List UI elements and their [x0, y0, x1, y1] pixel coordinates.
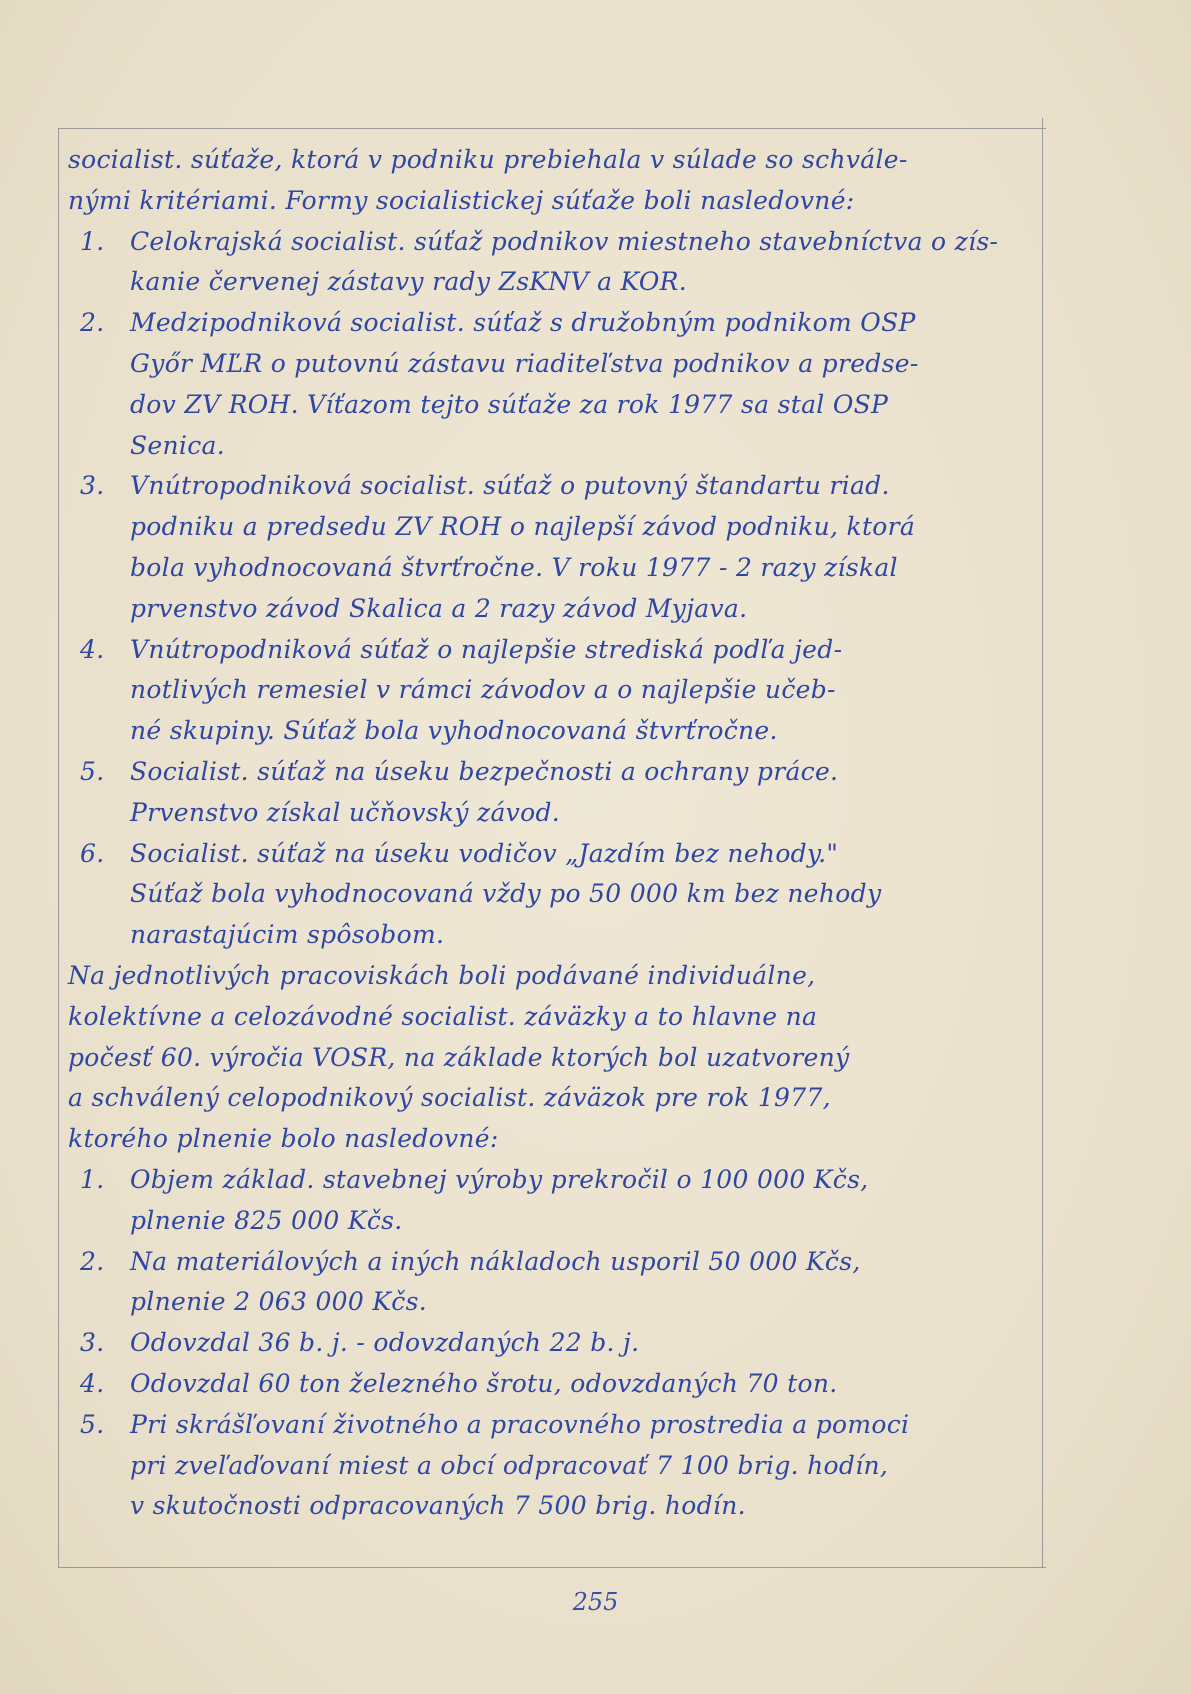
item-number: 6.: [80, 838, 105, 868]
line-text: Objem základ. stavebnej výroby prekročil o 100 000 Kčs,: [130, 1165, 869, 1194]
line-text: v skutočnosti odpracovaných 7 500 brig. hodín.: [130, 1491, 746, 1521]
item-number: 3.: [80, 1328, 105, 1358]
text-line: [68, 181, 1040, 221]
text-line: [68, 630, 1040, 670]
text-line: [68, 1078, 1040, 1118]
line-text: a schválený celopodnikový socialist. záväzok pre rok 1977,: [68, 1083, 831, 1113]
text-line: [68, 589, 1040, 629]
text-line: [68, 956, 1040, 996]
text-line: [68, 1323, 1040, 1363]
line-text: Socialist. súťaž na úseku vodičov „Jazdím bez nehody.": [130, 838, 839, 868]
line-text: Celokrajská socialist. súťaž podnikov miestneho stavebníctva o zís-: [130, 226, 999, 256]
item-number: 5.: [80, 757, 105, 786]
item-number: 5.: [80, 1409, 105, 1439]
line-text: dov ZV ROH. Víťazom tejto súťaže za rok 1977 sa stal OSP: [130, 389, 889, 419]
text-line: [68, 426, 1040, 466]
line-text: ktorého plnenie bolo nasledovné:: [68, 1124, 499, 1154]
line-text: počesť 60. výročia VOSR, na základe ktorých bol uzatvorený: [68, 1042, 850, 1072]
line-text: Vnútropodniková socialist. súťaž o putovný štandartu riad.: [130, 471, 890, 501]
text-line: [68, 1160, 1040, 1200]
text-line: [68, 140, 1040, 180]
line-text: nými kritériami. Formy socialistickej súťaže boli nasledovné:: [68, 185, 855, 215]
text-line: [68, 752, 1040, 792]
item-number: 1.: [80, 226, 105, 256]
line-text: socialist. súťaže, ktorá v podniku prebiehala v súlade so schvále-: [68, 145, 908, 174]
text-line: [68, 1119, 1040, 1159]
line-text: plnenie 825 000 Kčs.: [130, 1205, 403, 1235]
line-text: Senica.: [130, 430, 225, 460]
text-line: [68, 793, 1040, 833]
text-line: [68, 222, 1040, 262]
item-number: 1.: [80, 1165, 105, 1194]
line-text: narastajúcim spôsobom.: [130, 920, 445, 950]
page-frame-right-edge: [1042, 118, 1043, 1568]
line-text: kanie červenej zástavy rady ZsKNV a KOR.: [130, 267, 688, 297]
text-line: [68, 303, 1040, 343]
item-number: 4.: [80, 634, 105, 664]
text-line: [68, 670, 1040, 710]
line-text: Na materiálových a iných nákladoch usporil 50 000 Kčs,: [130, 1246, 861, 1276]
text-line: [68, 1486, 1040, 1526]
line-text: Vnútropodniková súťaž o najlepšie strediská podľa jed-: [130, 634, 843, 664]
text-line: [68, 1282, 1040, 1322]
line-text: né skupiny. Súťaž bola vyhodnocovaná štvrťročne.: [130, 716, 778, 746]
line-text: Prvenstvo získal učňovský závod.: [130, 797, 561, 827]
item-number: 2.: [80, 308, 105, 338]
page-number: 255: [572, 1588, 619, 1616]
line-text: prvenstvo závod Skalica a 2 razy závod Myjava.: [130, 593, 748, 623]
line-text: notlivých remesiel v rámci závodov a o najlepšie učeb-: [130, 675, 836, 705]
text-line: [68, 1446, 1040, 1486]
text-line: [68, 711, 1040, 751]
text-line: [68, 1405, 1040, 1445]
line-text: Na jednotlivých pracoviskách boli podávané individuálne,: [68, 961, 816, 990]
text-line: [68, 915, 1040, 955]
item-number: 4.: [80, 1369, 105, 1398]
line-text: Odovzdal 60 ton železného šrotu, odovzdaných 70 ton.: [130, 1369, 838, 1398]
line-text: bola vyhodnocovaná štvrťročne. V roku 1977 - 2 razy získal: [130, 553, 898, 582]
text-line: [68, 262, 1040, 302]
line-text: Súťaž bola vyhodnocovaná vždy po 50 000 km bez nehody: [130, 879, 882, 909]
item-number: 3.: [80, 471, 105, 501]
text-line: [68, 385, 1040, 425]
text-line: [68, 1038, 1040, 1078]
line-text: kolektívne a celozávodné socialist. záväzky a to hlavne na: [68, 1001, 818, 1031]
line-text: plnenie 2 063 000 Kčs.: [130, 1287, 427, 1317]
line-text: pri zveľaďovaní miest a obcí odpracovať 7 100 brig. hodín,: [130, 1450, 889, 1480]
line-text: Pri skrášľovaní životného a pracovného prostredia a pomoci: [130, 1409, 910, 1439]
item-number: 2.: [80, 1246, 105, 1276]
text-line: [68, 1364, 1040, 1404]
text-line: [68, 1201, 1040, 1241]
line-text: Odovzdal 36 b. j. - odovzdaných 22 b. j.: [130, 1328, 640, 1358]
text-line: [68, 548, 1040, 588]
text-line: [68, 874, 1040, 914]
text-line: [68, 1242, 1040, 1282]
line-text: podniku a predsedu ZV ROH o najlepší závod podniku, ktorá: [130, 512, 916, 542]
line-text: Medzipodniková socialist. súťaž s družobným podnikom OSP: [130, 308, 916, 338]
text-line: [68, 344, 1040, 384]
line-text: Győr MĽR o putovnú zástavu riaditeľstva podnikov a predse-: [130, 349, 919, 378]
line-text: Socialist. súťaž na úseku bezpečnosti a ochrany práce.: [130, 757, 839, 786]
text-line: [68, 507, 1040, 547]
text-line: [68, 834, 1040, 874]
text-line: [68, 466, 1040, 506]
text-line: [68, 997, 1040, 1037]
